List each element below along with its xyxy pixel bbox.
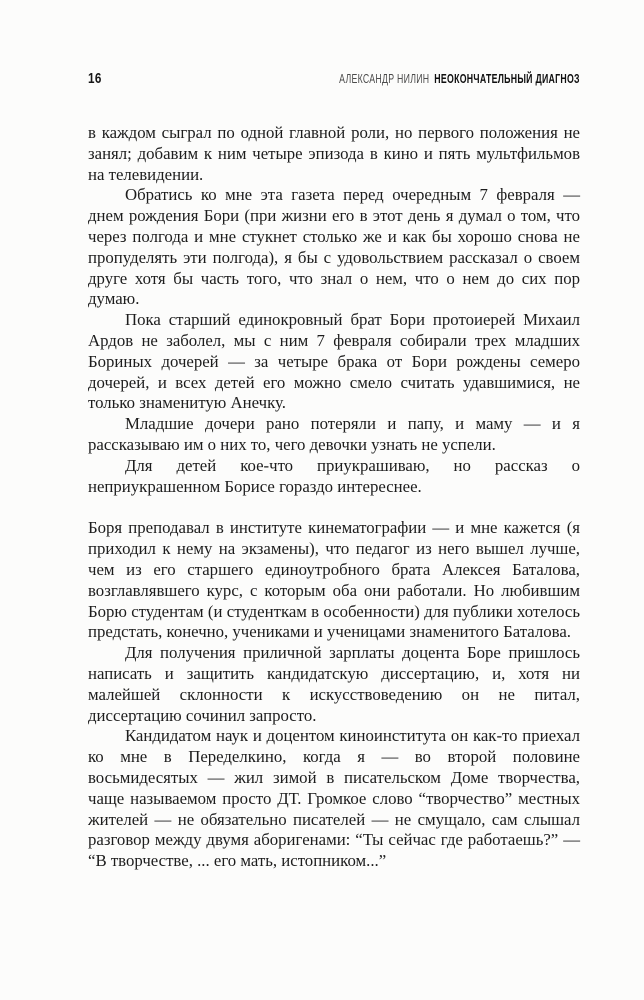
paragraph: Для получения приличной зарплаты доцента Боре пришлось написать и защитить кандидатскую диссертацию, и, хотя ни малейшей склонности к искусствоведению он не питал, диссертацию сочинил запросто. — [88, 643, 580, 725]
paragraph: Боря преподавал в институте кинематографии — и мне кажется (я приходил к нему на экзамены), что педагог из него вышел лучше, чем из его старшего единоутробного брата Алексея Баталова, возглавлявшего курс, с которым оба они работали. Но любившим Борю студентам (и студенткам в особенности) для публики хотелось предстать, конечно, учениками и ученицами знаменитого Баталова. — [88, 518, 580, 642]
page-number: 16 — [88, 70, 102, 87]
paragraph: Кандидатом наук и доцентом киноинститута он как-то приехал ко мне в Переделкино, когда я — во второй половине восьмидесятых — жил зимой в писательском Доме творчества, чаще называемом просто ДТ. Громкое слово “творчество” местных жителей — не обязательно писателей — не смущало, сам слышал разговор между двумя аборигенами: “Ты сейчас где работаешь?” — “В творчестве, ... его мать, истопником...” — [88, 726, 580, 871]
paragraph: в каждом сыграл по одной главной роли, но первого положения не занял; добавим к ним четыре эпизода в кино и пять мультфильмов на телевидении. — [88, 123, 580, 184]
paragraph: Пока старший единокровный брат Бори протоиерей Михаил Ардов не заболел, мы с ним 7 февраля собирали трех младших Бориных дочерей — за четыре брака от Бори рождены семеро дочерей, и всех детей его можно смело считать удавшимися, не только знаменитую Анечку. — [88, 310, 580, 413]
running-head-book-title: НЕОКОНЧАТЕЛЬНЫЙ ДИАГНОЗ — [434, 72, 580, 86]
running-head-author: АЛЕКСАНДР НИЛИН — [339, 72, 430, 86]
running-head — [339, 72, 580, 86]
text-column — [88, 123, 580, 872]
page-header — [88, 70, 580, 88]
paragraph: Младшие дочери рано потеряли и папу, и маму — и я рассказываю им о них то, чего девочки узнать не успели. — [88, 414, 580, 454]
paragraph: Для детей кое-что приукрашиваю, но рассказ о неприукрашенном Борисе гораздо интереснее. — [88, 455, 580, 496]
paragraph: Обратись ко мне эта газета перед очередным 7 февраля — днем рождения Бори (при жизни его в этот день я думал о том, что через полгода и мне стукнет столько же и как бы хорошо снова не пропуделять эти полгода), я бы с удовольствием рассказал о своем друге хотя бы часть того, что знал о нем, что о нем до сих пор думаю. — [88, 185, 580, 309]
